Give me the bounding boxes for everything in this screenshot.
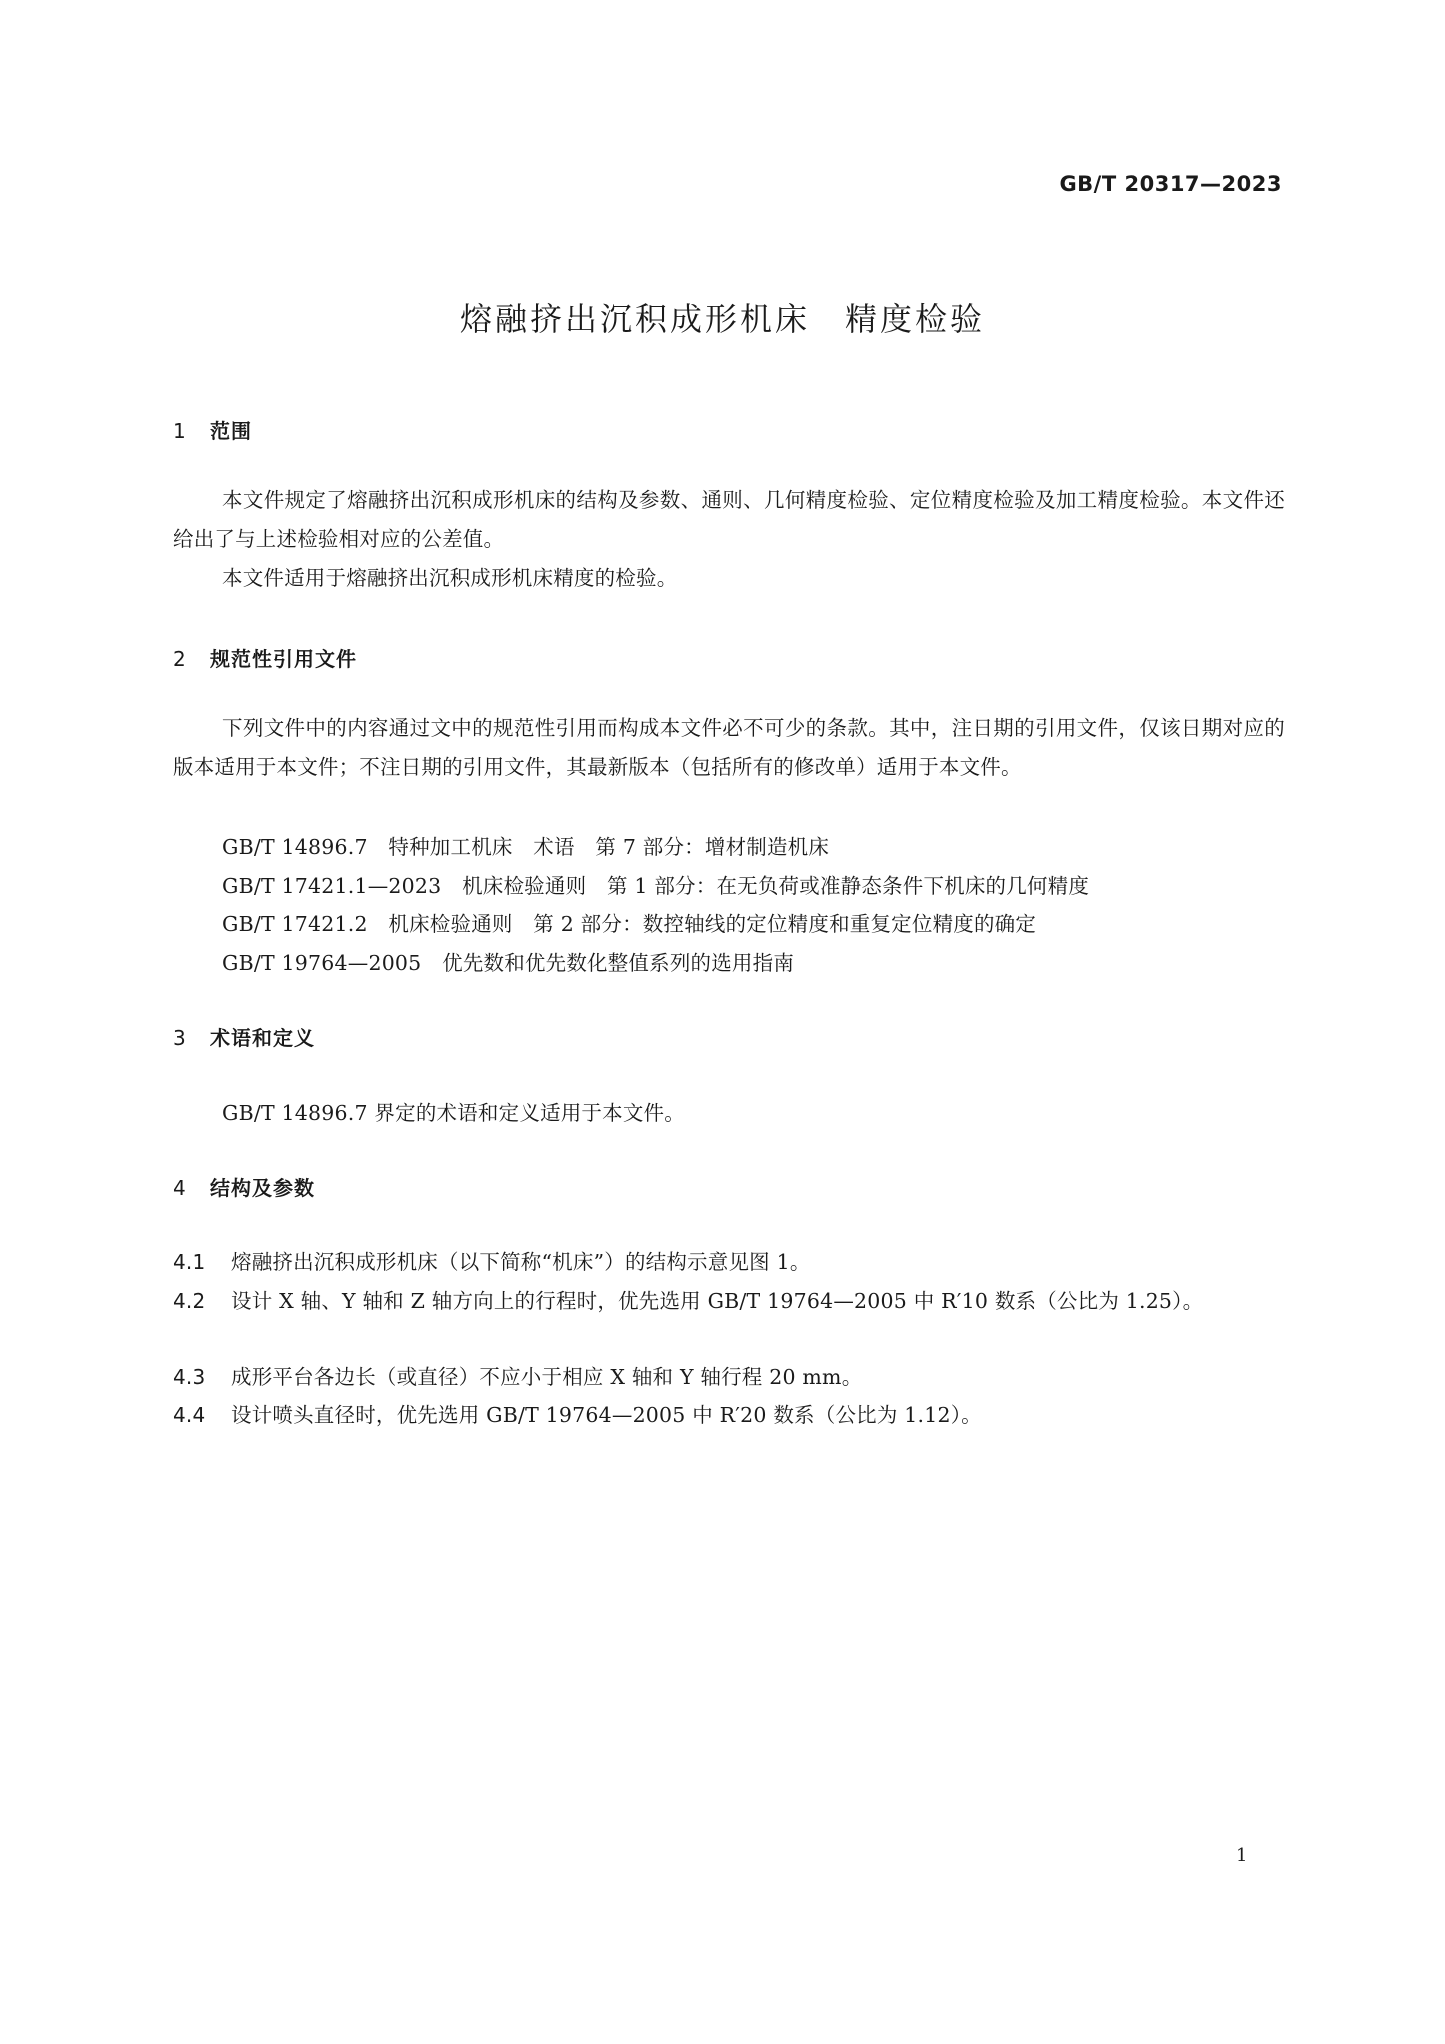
document-title: 熔融挤出沉积成形机床 精度检验 xyxy=(459,300,985,338)
reference-item: GB/T 14896.7 特种加工机床 术语 第 7 部分：增材制造机床 xyxy=(222,835,830,859)
clause-number: 4.2 xyxy=(173,1289,206,1313)
section-number: 3 xyxy=(173,1026,187,1050)
section-number: 2 xyxy=(173,647,187,671)
section-title: 范围 xyxy=(210,419,252,443)
section-number: 4 xyxy=(173,1176,187,1200)
clause-4-1 xyxy=(173,1244,1285,1281)
clause-number: 4.1 xyxy=(173,1250,206,1274)
clause-number: 4.4 xyxy=(173,1403,206,1427)
clause-text: 熔融挤出沉积成形机床（以下简称“机床”）的结构示意见图 1。 xyxy=(231,1250,811,1274)
reference-item: GB/T 19764—2005 优先数和优先数化整值系列的选用指南 xyxy=(222,951,795,975)
reference-item: GB/T 17421.2 机床检验通则 第 2 部分：数控轴线的定位精度和重复定位精度的确定 xyxy=(222,912,1037,936)
section-1-paragraph-2: 本文件适用于熔融挤出沉积成形机床精度的检验。 xyxy=(222,566,678,590)
section-2-intro: 下列文件中的内容通过文中的规范性引用而构成本文件必不可少的条款。其中，注日期的引用文件，仅该日期对应的版本适用于本文件；不注日期的引用文件，其最新版本（包括所有的修改单）适用于本文件。 xyxy=(173,716,1285,779)
clause-4-3 xyxy=(173,1359,1285,1396)
standard-number: GB/T 20317—2023 xyxy=(1059,172,1282,196)
clause-4-4 xyxy=(173,1397,1285,1434)
clause-text: 设计 X 轴、Y 轴和 Z 轴方向上的行程时，优先选用 GB/T 19764—2005 中 R′10 数系（公比为 1.25）。 xyxy=(231,1289,1204,1313)
reference-item: GB/T 17421.1—2023 机床检验通则 第 1 部分：在无负荷或准静态条件下机床的几何精度 xyxy=(222,874,1090,898)
section-title: 术语和定义 xyxy=(210,1026,315,1050)
clause-4-2 xyxy=(173,1283,1285,1320)
section-3-heading xyxy=(173,1022,315,1051)
clause-text: 设计喷头直径时，优先选用 GB/T 19764—2005 中 R′20 数系（公比为 1.12）。 xyxy=(231,1403,982,1427)
section-1-paragraph-1: 本文件规定了熔融挤出沉积成形机床的结构及参数、通则、几何精度检验、定位精度检验及加工精度检验。本文件还给出了与上述检验相对应的公差值。 xyxy=(173,488,1285,551)
clause-text: 成形平台各边长（或直径）不应小于相应 X 轴和 Y 轴行程 20 mm。 xyxy=(231,1365,863,1389)
section-title: 规范性引用文件 xyxy=(210,647,357,671)
section-3-paragraph: GB/T 14896.7 界定的术语和定义适用于本文件。 xyxy=(222,1101,685,1125)
clause-number: 4.3 xyxy=(173,1365,206,1389)
section-number: 1 xyxy=(173,419,187,443)
section-2-heading xyxy=(173,643,357,672)
page-number: 1 xyxy=(1236,1845,1248,1866)
section-4-heading xyxy=(173,1172,315,1201)
section-1-heading xyxy=(173,415,252,444)
section-title: 结构及参数 xyxy=(210,1176,315,1200)
